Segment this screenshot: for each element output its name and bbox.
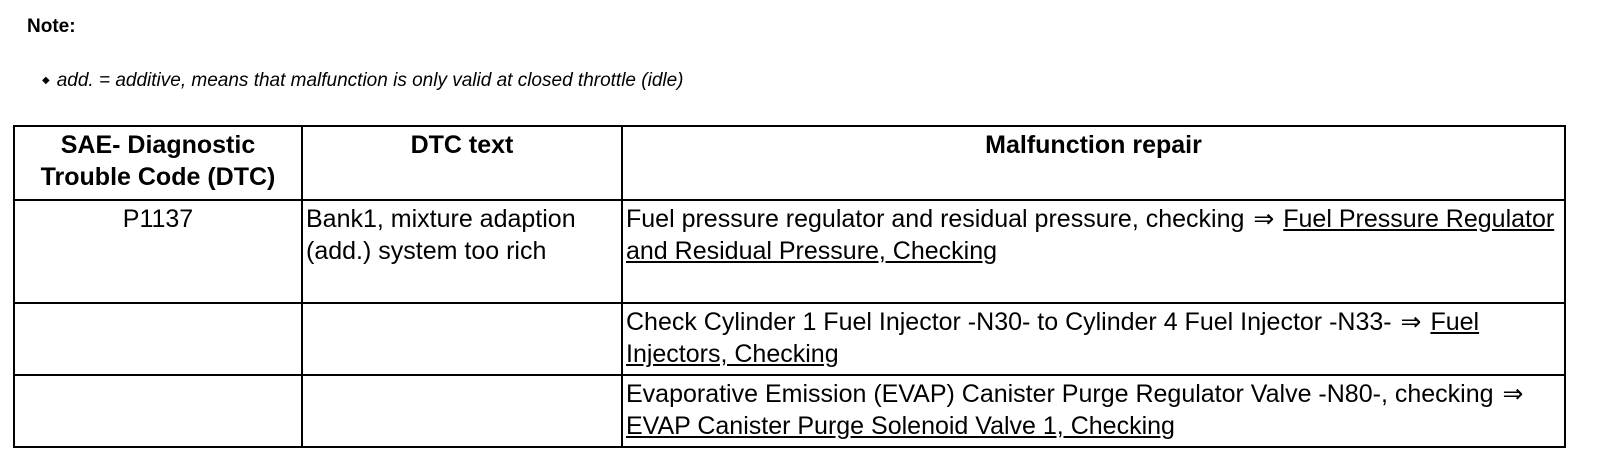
dtc-text-cell xyxy=(302,375,622,447)
header-dtc-text: DTC text xyxy=(302,126,622,200)
note-item xyxy=(42,70,684,92)
repair-cell xyxy=(622,375,1565,447)
table-row xyxy=(14,303,1565,375)
dtc-text-cell: Bank1, mixture adaption (add.) system too rich xyxy=(302,200,622,303)
dtc-code-cell: P1137 xyxy=(14,200,302,303)
repair-text: Evaporative Emission (EVAP) Canister Purge Regulator Valve -N80-, checking xyxy=(626,380,1494,408)
diamond-bullet-icon: ◆ xyxy=(42,75,50,86)
repair-link[interactable]: Fuel Injectors, Checking xyxy=(626,308,1480,368)
right-arrow-icon: ⇒ xyxy=(1253,205,1275,233)
right-arrow-icon: ⇒ xyxy=(1502,380,1524,408)
repair-text: Fuel pressure regulator and residual pressure, checking xyxy=(626,205,1245,233)
table-row xyxy=(14,200,1565,303)
repair-link[interactable]: EVAP Canister Purge Solenoid Valve 1, Checking xyxy=(626,412,1175,440)
dtc-table xyxy=(13,125,1566,448)
header-malfunction-repair: Malfunction repair xyxy=(622,126,1565,200)
repair-link[interactable]: Fuel Pressure Regulator and Residual Pressure, Checking xyxy=(626,205,1555,265)
table-header-row xyxy=(14,126,1565,200)
header-sae-dtc: SAE- Diagnostic Trouble Code (DTC) xyxy=(14,126,302,200)
note-item-text: add. = additive, means that malfunction is only valid at closed throttle (idle) xyxy=(56,70,684,91)
repair-cell xyxy=(622,200,1565,303)
right-arrow-icon: ⇒ xyxy=(1400,308,1422,336)
repair-cell xyxy=(622,303,1565,375)
dtc-code-cell xyxy=(14,375,302,447)
dtc-text-cell xyxy=(302,303,622,375)
note-title: Note: xyxy=(27,16,76,37)
dtc-code-cell xyxy=(14,303,302,375)
repair-text: Check Cylinder 1 Fuel Injector -N30- to Cylinder 4 Fuel Injector -N33- xyxy=(626,308,1392,336)
table-row xyxy=(14,375,1565,447)
